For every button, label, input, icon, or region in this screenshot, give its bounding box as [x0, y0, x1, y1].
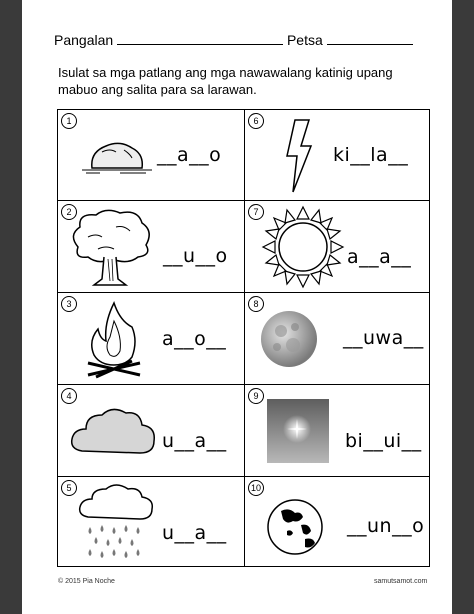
item-1	[58, 110, 245, 201]
word-blank: __a__o	[157, 144, 222, 166]
item-number: 10	[248, 480, 264, 496]
lightning-icon	[281, 118, 315, 194]
worksheet	[22, 0, 452, 614]
item-number: 5	[61, 480, 77, 496]
item-3	[58, 293, 245, 385]
rock-icon	[80, 138, 155, 176]
name-blank	[117, 32, 283, 45]
word-blank: __u__o	[163, 245, 228, 267]
instructions: Isulat sa mga patlang ang mga nawawalang katinig upang mabuo ang salita para sa larawan.	[58, 65, 393, 97]
item-number: 2	[61, 204, 77, 220]
item-number: 8	[248, 296, 264, 312]
tree-icon	[68, 207, 153, 287]
exercise-grid	[57, 109, 430, 567]
date-label: Petsa	[286, 32, 323, 48]
word-blank: __un__o	[347, 515, 425, 537]
word-blank: a__a__	[347, 246, 412, 268]
word-blank: __uwa__	[343, 327, 424, 349]
item-number: 3	[61, 296, 77, 312]
word-blank: bi__ui__	[345, 430, 422, 452]
name-label: Pangalan	[54, 32, 114, 48]
word-blank: a__o__	[162, 328, 227, 350]
earth-icon	[265, 497, 325, 557]
date-blank	[327, 32, 413, 45]
fire-icon	[82, 301, 147, 379]
item-9	[245, 385, 430, 477]
word-blank: ki__la__	[333, 144, 409, 166]
item-number: 6	[248, 113, 264, 129]
moon-icon	[259, 309, 319, 369]
item-6	[245, 110, 430, 201]
item-2	[58, 201, 245, 293]
item-5	[58, 477, 245, 567]
word-blank: u__a__	[162, 430, 227, 452]
footer-site: samutsamot.com	[374, 578, 428, 585]
sun-icon	[261, 205, 345, 289]
item-7	[245, 201, 430, 293]
star-icon	[267, 399, 329, 463]
rain-cloud-icon	[76, 483, 156, 563]
name-date-line	[54, 32, 413, 48]
item-number: 1	[61, 113, 77, 129]
item-10	[245, 477, 430, 567]
item-8	[245, 293, 430, 385]
item-4	[58, 385, 245, 477]
word-blank: u__a__	[162, 522, 227, 544]
cloud-icon	[68, 403, 158, 463]
footer-copyright: © 2015 Pia Noche	[58, 578, 115, 585]
item-number: 4	[61, 388, 77, 404]
item-number: 9	[248, 388, 264, 404]
item-number: 7	[248, 204, 264, 220]
